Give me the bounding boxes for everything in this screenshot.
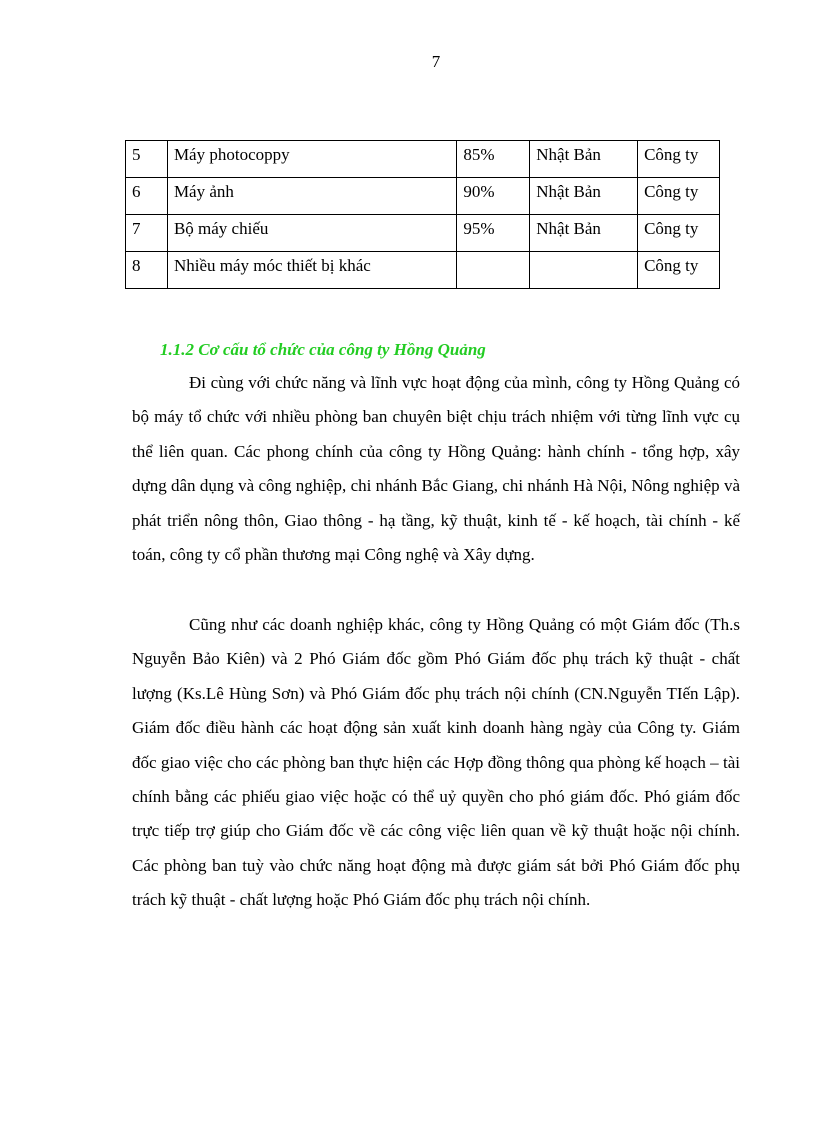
row-number-cell: 5 xyxy=(126,141,168,178)
equipment-name-cell: Bộ máy chiếu xyxy=(167,215,456,252)
owner-cell: Công ty xyxy=(638,252,720,289)
page-number: 7 xyxy=(431,52,441,71)
origin-cell: Nhật Bản xyxy=(530,178,638,215)
owner-cell: Công ty xyxy=(638,215,720,252)
body-paragraph: Cũng như các doanh nghiệp khác, công ty Hồng Quảng có một Giám đốc (Th.s Nguyễn Bảo Kiên) và 2 Phó Giám đốc gồm Phó Giám đốc phụ trách kỹ thuật - chất lượng (Ks.Lê Hùng Sơn) và Phó Giám đốc phụ trách nội chính (CN.Nguyễn TIến Lập). Giám đốc điều hành các hoạt động sản xuất kinh doanh hàng ngày của Công ty. Giám đốc giao việc cho các phòng ban thực hiện các Hợp đồng thông qua phòng kế hoạch – tài chính bằng các phiếu giao việc hoặc có thể uỷ quyền cho phó giám đốc. Phó giám đốc trực tiếp trợ giúp cho Giám đốc về các công việc liên quan về kỹ thuật hoặc nội chính. Các phòng ban tuỳ vào chức năng hoạt động mà được giám sát bởi Phó Giám đốc phụ trách kỹ thuật - chất lượng hoặc Phó Giám đốc phụ trách nội chính. xyxy=(132,615,740,910)
table-row xyxy=(126,178,720,215)
owner-cell: Công ty xyxy=(638,178,720,215)
equipment-name-cell: Máy photocoppy xyxy=(167,141,456,178)
row-number-cell: 7 xyxy=(126,215,168,252)
origin-cell: Nhật Bản xyxy=(530,141,638,178)
owner-cell: Công ty xyxy=(638,141,720,178)
quality-cell: 90% xyxy=(457,178,530,215)
row-number-cell: 8 xyxy=(126,252,168,289)
origin-cell xyxy=(530,252,638,289)
quality-cell xyxy=(457,252,530,289)
equipment-table xyxy=(125,140,720,289)
quality-cell: 95% xyxy=(457,215,530,252)
table-row xyxy=(126,215,720,252)
equipment-name-cell: Nhiều máy móc thiết bị khác xyxy=(167,252,456,289)
quality-cell: 85% xyxy=(457,141,530,178)
row-number-cell: 6 xyxy=(126,178,168,215)
equipment-name-cell: Máy ảnh xyxy=(167,178,456,215)
origin-cell: Nhật Bản xyxy=(530,215,638,252)
section-heading: 1.1.2 Cơ cấu tổ chức của công ty Hồng Quảng xyxy=(160,340,486,359)
body-paragraph: Đi cùng với chức năng và lĩnh vực hoạt động của mình, công ty Hồng Quảng có bộ máy tổ chức với nhiều phòng ban chuyên biệt chịu trách nhiệm với từng lĩnh vực cụ thể liên quan. Các phong chính của công ty Hồng Quảng: hành chính - tổng hợp, xây dựng dân dụng và công nghiệp, chi nhánh Bắc Giang, chi nhánh Hà Nội, Nông nghiệp và phát triển nông thôn, Giao thông - hạ tầng, kỹ thuật, kinh tế - kế hoạch, tài chính - kế toán, công ty cổ phần thương mại Công nghệ và Xây dựng. xyxy=(132,373,740,565)
table-row xyxy=(126,141,720,178)
table-row xyxy=(126,252,720,289)
